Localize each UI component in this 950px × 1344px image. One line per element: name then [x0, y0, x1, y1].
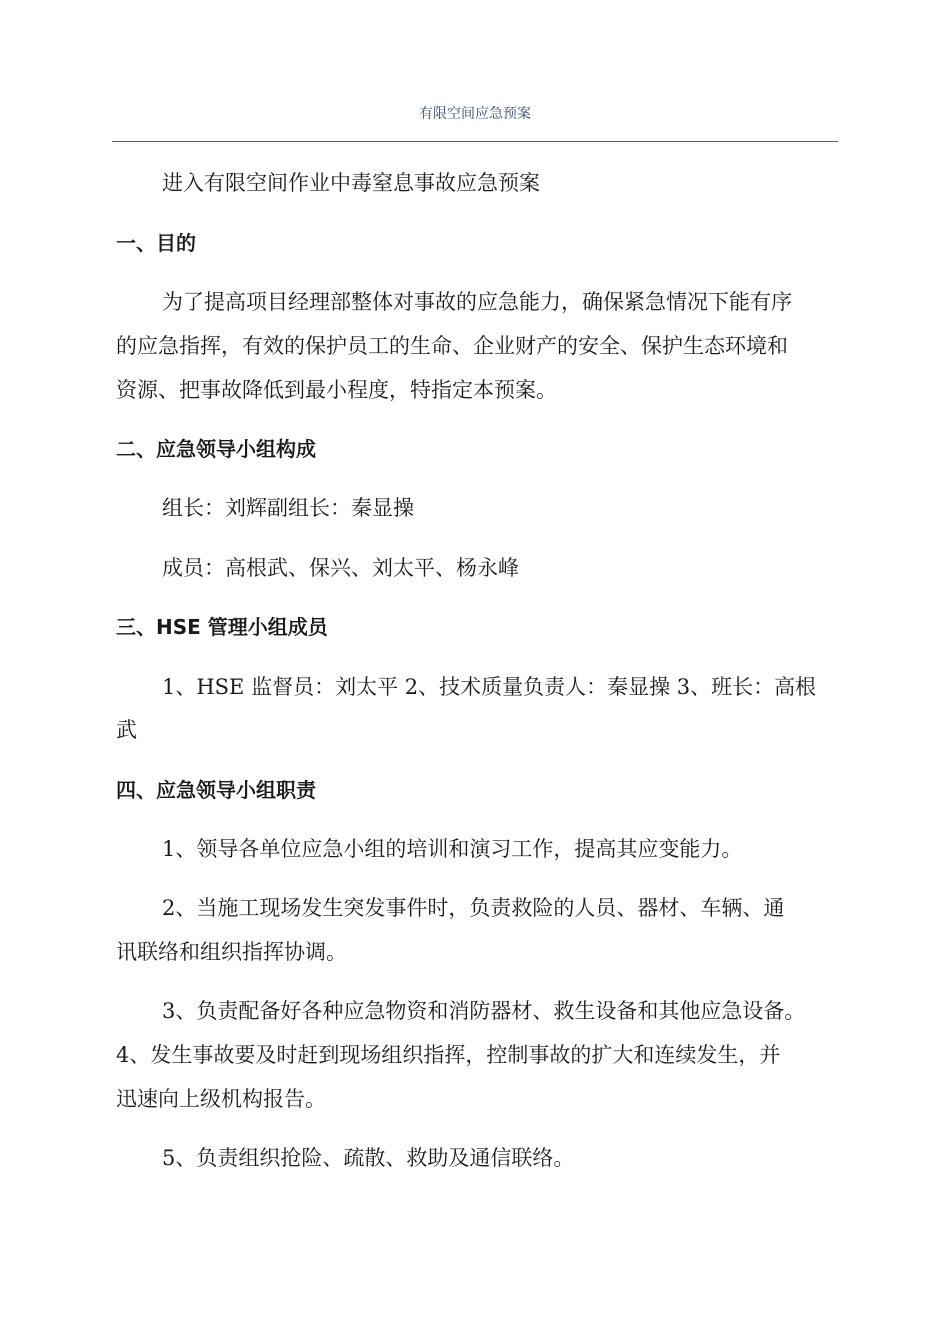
document-title: 进入有限空间作业中毒窒息事故应急预案: [162, 171, 540, 195]
section-heading-leadership: 二、应急领导小组构成: [116, 437, 316, 461]
duty-item-4-line-1: 4、发生事故要及时赶到现场组织指挥，控制事故的扩大和连续发生，并: [116, 1043, 781, 1067]
duty-item-3: 3、负责配备好各种应急物资和消防器材、救生设备和其他应急设备。: [162, 999, 806, 1023]
section-heading-duties: 四、应急领导小组职责: [116, 778, 316, 802]
duty-item-4-line-2: 迅速向上级机构报告。: [116, 1087, 326, 1111]
duty-item-5: 5、负责组织抢险、疏散、救助及通信联络。: [162, 1146, 575, 1170]
leaders-line: 组长：刘辉副组长：秦显操: [162, 496, 414, 520]
purpose-paragraph-line-3: 资源、把事故降低到最小程度，特指定本预案。: [116, 378, 557, 402]
duty-item-2-line-2: 讯联络和组织指挥协调。: [116, 940, 347, 964]
duty-item-2-line-1: 2、当施工现场发生突发事件时，负责救险的人员、器材、车辆、通: [162, 896, 785, 920]
members-line: 成员：高根武、保兴、刘太平、杨永峰: [162, 556, 519, 580]
purpose-paragraph-line-2: 的应急指挥，有效的保护员工的生命、企业财产的安全、保护生态环境和: [116, 334, 788, 358]
section-heading-purpose: 一、目的: [116, 231, 196, 255]
duty-item-1: 1、领导各单位应急小组的培训和演习工作，提高其应变能力。: [162, 837, 743, 861]
hse-paragraph-line-2: 武: [116, 718, 137, 742]
section-heading-hse: 三、HSE 管理小组成员: [116, 615, 328, 639]
page-header-title: 有限空间应急预案: [419, 106, 531, 122]
header-divider: [112, 141, 838, 142]
purpose-paragraph-line-1: 为了提高项目经理部整体对事故的应急能力，确保紧急情况下能有序: [162, 290, 792, 314]
hse-paragraph-line-1: 1、HSE 监督员：刘太平 2、技术质量负责人：秦显操 3、班长：高根: [162, 675, 817, 699]
